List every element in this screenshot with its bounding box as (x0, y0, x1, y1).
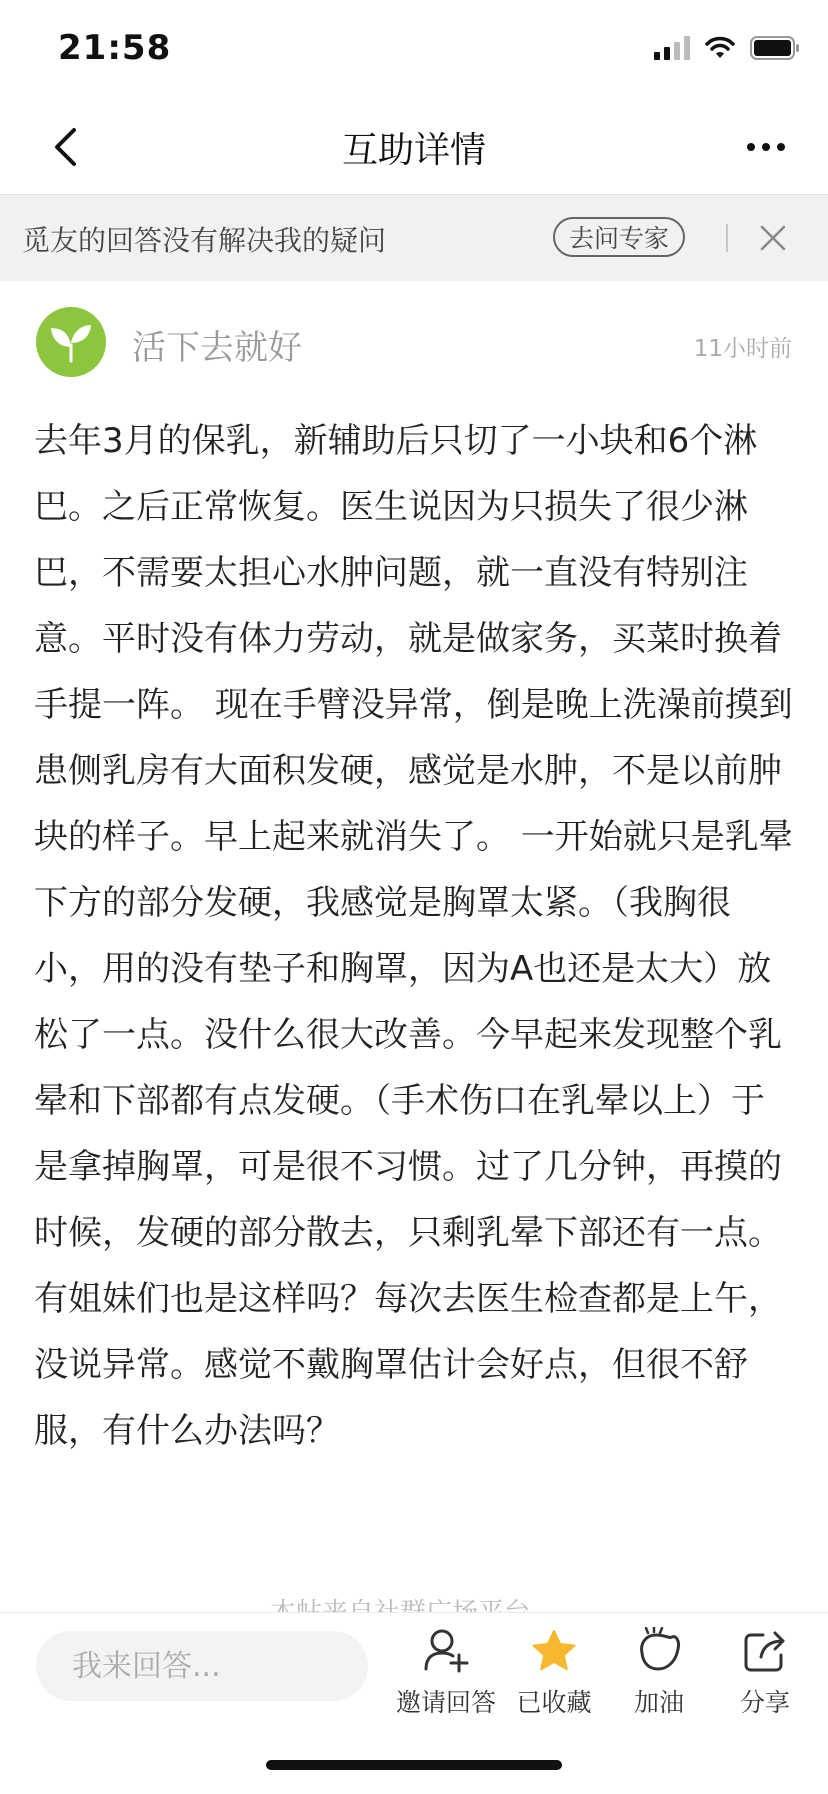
invite-user-icon (423, 1627, 469, 1673)
cheer-hand-icon (634, 1627, 684, 1673)
banner-text: 觅友的回答没有解决我的疑问 (22, 224, 387, 257)
favorite-button[interactable] (499, 1621, 609, 1719)
page-title: 互助详情 (341, 130, 486, 171)
avatar[interactable] (36, 307, 106, 377)
wifi-icon (704, 36, 736, 60)
status-bar (0, 0, 828, 100)
share-button[interactable] (710, 1621, 820, 1719)
status-time: 21:58 (58, 28, 172, 68)
favorite-label: 已收藏 (516, 1688, 592, 1717)
share-icon (743, 1629, 787, 1673)
close-banner-button[interactable] (756, 221, 790, 255)
invite-answer-button[interactable] (391, 1621, 501, 1719)
post-timestamp: 11小时前 (693, 336, 792, 362)
invite-answer-label: 邀请回答 (395, 1688, 496, 1717)
cheer-button[interactable] (604, 1621, 714, 1719)
answer-input[interactable] (36, 1631, 368, 1701)
star-icon (531, 1629, 577, 1673)
post-content: 去年3月的保乳，新辅助后只切了一小块和6个淋巴。之后正常恢复。医生说因为只损失了很少淋巴，不需要太担心水肿问题，就一直没有特别注意。平时没有体力劳动，就是做家务，买菜时换着手提一阵。 现在手臂没异常，倒是晚上洗澡前摸到患侧乳房有大面积发硬，感觉是水肿，不是以前肿块的样子。早上起来就消失了。 一开始就只是乳晕下方的部分发硬，我感觉是胸罩太紧。（我胸很小，用的没有垫子和胸罩，因为A也还是太大）放松了一点。没什么很大改善。今早起来发现整个乳晕和下部都有点发硬。（手术伤口在乳晕以上）于是拿掉胸罩，可是很不习惯。过了几分钟，再摸的时候，发硬的部分散去，只剩乳晕下部还有一点。 有姐妹们也是这样吗？每次去医生检查都是上午，没说异常。感觉不戴胸罩估计会好点，但很不舒服，有什么办法吗？ (34, 421, 793, 1451)
share-label: 分享 (739, 1688, 790, 1717)
home-indicator (266, 1760, 562, 1770)
status-icons (654, 36, 800, 60)
post-body (34, 408, 794, 1464)
sprout-leaf-icon (48, 321, 94, 363)
battery-icon (750, 36, 800, 60)
more-dots-icon (746, 142, 786, 152)
banner-divider (726, 224, 728, 252)
more-button[interactable] (738, 122, 794, 172)
nav-bar (0, 100, 828, 195)
notice-banner (0, 195, 828, 281)
author-name[interactable]: 活下去就好 (132, 328, 302, 368)
cheer-label: 加油 (633, 1688, 684, 1717)
author-row (0, 300, 828, 380)
signal-icon (654, 36, 690, 60)
ask-expert-button[interactable]: 去问专家 (553, 217, 685, 257)
close-icon (756, 221, 790, 255)
